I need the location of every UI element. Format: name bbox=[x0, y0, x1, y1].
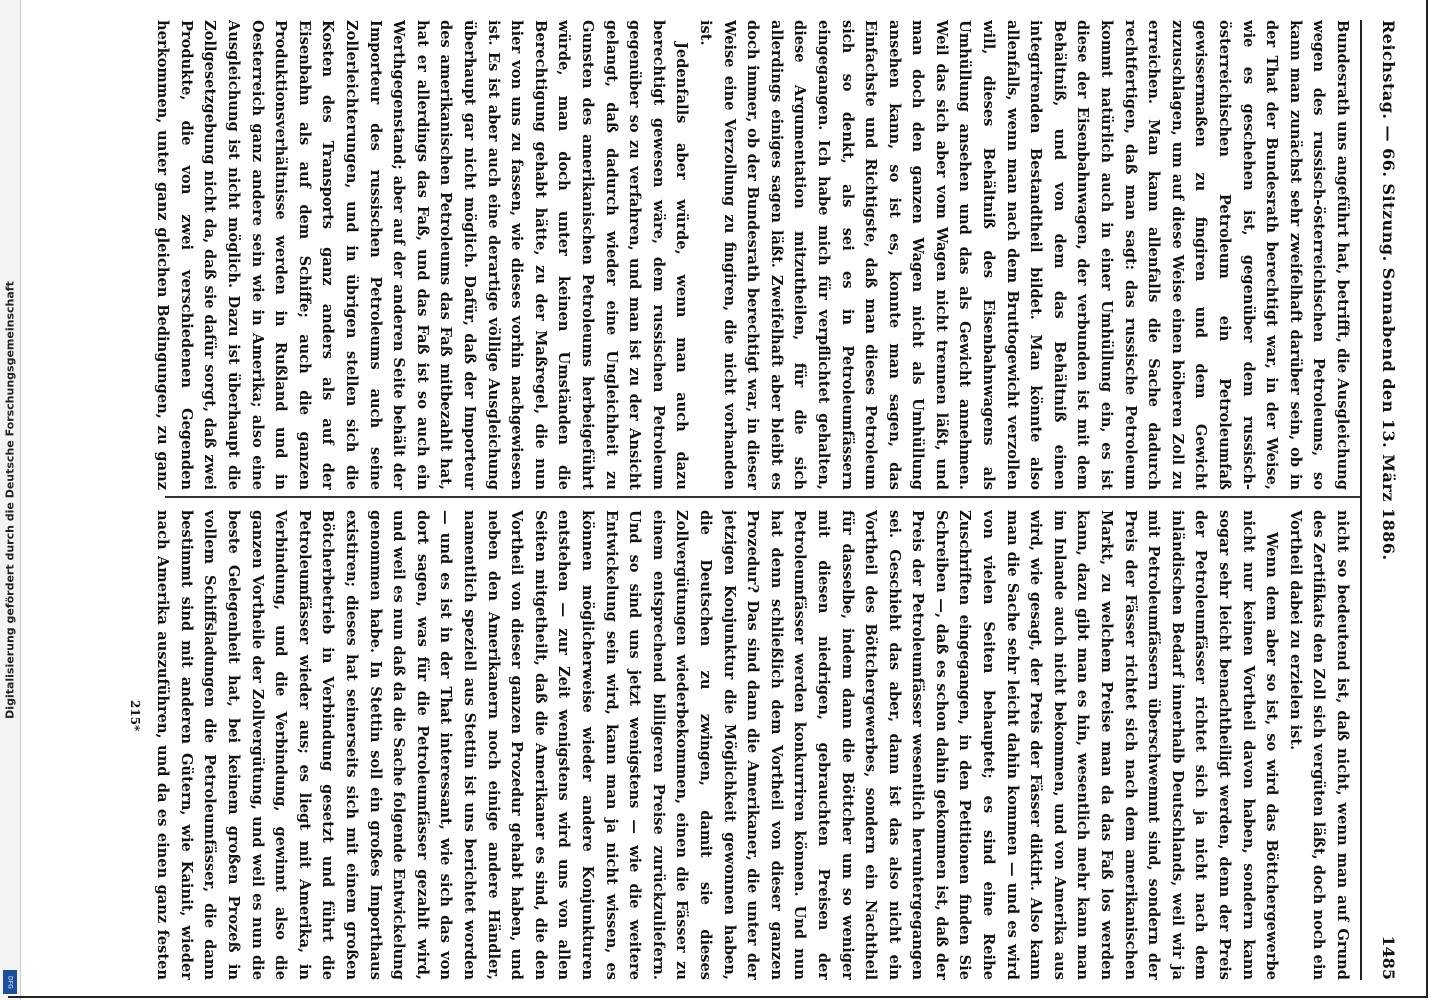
page-number: 1485 bbox=[1379, 935, 1398, 980]
running-head: Reichstag. — 66. Sitzung. Sonnabend den 13. März 1886. bbox=[1379, 20, 1398, 561]
scanned-page bbox=[104, 0, 1404, 1000]
paragraph: Wenn dem aber so ist, so wird das Böttchergewerbe nicht nur keinen Vortheil davon haben, sondern kann sogar sehr leicht benachtheiligt werden, denn der Preis der Petroleumfässer richtet sich ja nicht nach dem inländischen Bedarf innerhalb Deutschlands, weil wir ja mit Petroleumfässern überschwemmt sind, sondern der Preis der Fässer richtet sich nach dem amerikanischen Markt, zu welchem Preise man da das Faß los werden kann, dazu gibt man es hin, wesentlich mehr kann man im Inlande auch nicht bekommen, und von Amerika aus wird, wie gesagt, der Preis der Fässer diktirt. Also kann man die Sache sehr leicht dahin kommen — und es wird von vielen Seiten behauptet; es sind eine Reihe Zuschriften eingegangen, in den Petitionen finden Sie Schreiben —, daß es schon dahin gekommen ist, daß der Preis der Petroleumfässer wesentlich heruntergegangen sei. Geschieht das aber, dann ist das also nicht ein Vortheil des Böttchergewerbes, sondern ein Nachtheil für dasselbe, indem dann die Böttcher um so weniger mit diesen niedrigen, gebrauchten Preisen der Petroleumfässer werden konkurriren können. Und nun hat denn schließlich dem Vortheil von dieser ganzen Prozedur? Das sind dann die Amerikaner, die unter der jetzigen Konjunktur die Möglichkeit gewonnen haben, die Deutschen zu zwingen, damit sie dieses Zollvergütungen wiederbekommen, einen die Fässer zu einem entsprechend billigeren Preise zurückzuliefern. Und so sind uns jetzt wenigstens — wie die weitere Entwickelung sein wird, kann man ja nicht wissen, es können möglicherweise wieder andere Konjunkturen entstehen — zur Zeit wenigstens wird uns von allen Seiten mitgetheilt, daß die Amerikaner es sind, die den Vortheil von dieser ganzen Prozedur gehabt haben, und neben den Amerikanern noch einige andere Händler, namentlich speziell aus Stettin ist uns berichtet worden — und es ist in der That interessant, wie sich das von dort sagen, was für die Petroleumfässer gezahlt wird, und weil es nun daß da die Sache folgende Entwickelung genommen habe. In Stettin soll ein großes Importhaus existiren; dieses hat seinerseits sich mit einem großen Bötcherbetrieb in Verbindung gesetzt und führt die Petroleumfässer wieder aus; es liegt mit Amerika, in Verbindung, und die Verbindung, gewinnt also die ganzen Vortheile der Zollvergütung, und weil es nun die beste Gelegenheit hat, bei keinem großen Prozeß in vollem Schiffsladungen die Petroleumfässer, die dann bestimmt sind mit anderen Gütern, wie Kainit, wieder nach Amerika auszuführen, und da es einen ganz festen bbox=[154, 510, 1281, 980]
paragraph: Bundesrath uns angeführt hat, betrifft, die Ausgleichung wegen des russisch-österreichischen Petroleums, so kann man zunächst sehr zweifelhaft darüber sein, ob in der That der Bundesrath berechtigt war, in der Weise, wie es geschehen ist, gegenüber dem russisch-österreichischen Petroleum ein Petroleumfaß gewissermaßen zu fingiren und dem Gewicht zuzuschlagen, um auf diese Weise einen höheren Zoll zu erreichen. Man kann allenfalls die Sache dadurch rechtfertigen, daß man sagt: das russische Petroleum kommt natürlich auch in einer Umhüllung ein, es ist diese der Eisenbahnwagen, der verbunden ist mit dem Behältniß, und von dem das Behältniß einen integrirenden Bestandtheil bildet. Man könnte also allenfalls, wenn man nach dem Bruttogewicht verzollen will, dieses Behältniß des Eisenbahnwagens als Umhüllung ansehen und das als Gewicht annehmen. Weil das sich aber vom Wagen nicht trennen läßt, und man doch den ganzen Wagen nicht als Umhüllung ansehen kann, so ist es, konnte man sagen, das Einfachste und Richtigste, daß man dieses Petroleum sich so denkt, als sei es in Petroleumfässern eingegangen. Ich habe mich für verpflichtet gehalten, diese Argumentation mitzutheilen, für die sich allerdings einiges sagen läßt. Zweifelhaft aber bleibt es doch immer, ob der Bundesrath berechtigt war, in dieser Weise eine Verzollung zu fingiren, die nicht vorhanden ist. bbox=[696, 20, 1351, 490]
paragraph: nicht so bedeutend ist, daß nicht, wenn man auf Grund des Zertifikats den Zoll sich vergüten läßt, doch noch ein Vortheil dabei zu erzielen ist. bbox=[1286, 510, 1351, 980]
column-divider bbox=[165, 496, 1360, 498]
text-column-right bbox=[149, 510, 1354, 980]
paragraph: Jedenfalls aber würde, wenn man auch dazu berechtigt gewesen wäre, dem russischen Petroleum gegenüber so zu verfahren, und man ist zu der Ansicht gelangt, daß dadurch wieder eine Ungleichheit zu Gunsten des amerikanischen Petroleums herbeigeführt würde, man doch unter keinen Umständen die Berechtigung gehabt hätte, zu der Maßregel, die nun hier von uns zu fassen, wie dieses vorhin nachgewiesen ist. Es ist aber auch eine derartige völlige Ausgleichung überhaupt gar nicht möglich. Dafür, daß der Importeur des amerikanischen Petroleums das Faß mitbezahlt hat, hat er allerdings das Faß, und das Faß ist so auch ein Werthgegenstand; aber auf der anderen Seite behält der Importeur des russischen Petroleums auch seine Zollerleichterungen, und in übrigen stellen sich die Kosten des Transports ganz anders als auf der Eisenbahn als auf dem Schiffe; auch die ganzen Produktionsverhältnisse werden in Rußland und in Oesterreich ganz andere sein wie in Amerika; also eine Ausgleichung ist nicht möglich. Dazu ist überhaupt die Zollgesetzgebung nicht da, daß sie dafür sorgt, daß zwei Produkte, die von zwei verschiedenen Gegenden herkommen, unter ganz gleichen Bedingungen, zu ganz bbox=[154, 20, 691, 490]
signature-mark: 215* bbox=[128, 700, 142, 732]
page-header bbox=[1360, 20, 1404, 980]
dfg-logo-icon: DFG bbox=[3, 970, 17, 994]
text-column-left bbox=[149, 20, 1354, 490]
credit-text: Digitalisierung gefördert durch die Deutsche Forschungsgemeinschaft bbox=[3, 281, 17, 719]
